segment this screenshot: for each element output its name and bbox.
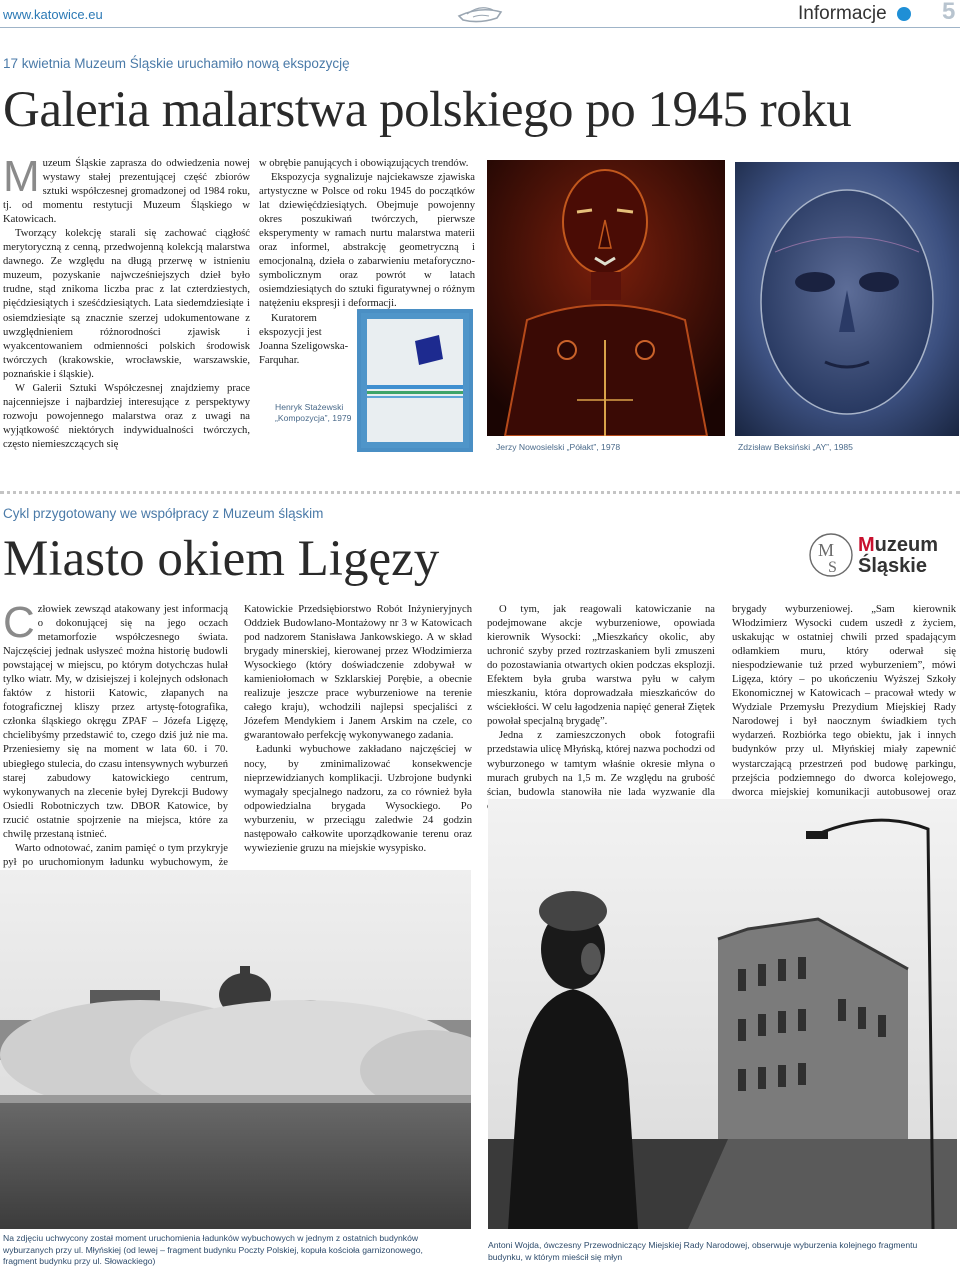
- city-logo-icon: [455, 2, 505, 26]
- header-rule: [0, 27, 960, 28]
- article2-kicker: Cykl przygotowany we współpracy z Muzeum śląskim: [3, 506, 324, 521]
- article2-column-2: [244, 603, 472, 856]
- logo-word: uzeum: [874, 534, 939, 556]
- svg-text:M: M: [818, 540, 835, 560]
- caption-beksinski: Zdzisław Beksiński „AY”, 1985: [738, 442, 853, 452]
- muzeum-slaskie-logo: [808, 532, 948, 580]
- paragraph: uzeum Śląskie zaprasza do odwiedzenia nowej wystawy stałej prezentującej część zbiorów sztuki współczesnej gromadzonej od 1984 roku, tj. od momentu restytucji Muzeum Śląskiego w Katowicach.: [3, 158, 250, 226]
- dropcap: M: [3, 152, 40, 201]
- article1-kicker: 17 kwietnia Muzeum Śląskie uruchamiło nową ekspozycję: [3, 56, 350, 71]
- paragraph: O tym, jak reagowali katowiczanie na podejmowane akcje wyburzeniowe, opowiada kierownik Wysocki: „Mieszkańcy okolic, aby uchronić szyby przed roztrzaskaniem byli zmuszeni do pozostawiania otwartych okien podczas eksplozji. Efektem była gruba warstwa pyłu w całym mieszkaniu, która doprowadzała mieszkańców do wściekłości. W celu łagodzenia napięć generał Ziętek powołał specjalną brygadę”.: [487, 604, 715, 728]
- photo-demolition: [0, 870, 471, 1229]
- page-number: 5: [942, 0, 956, 25]
- paragraph: W Galerii Sztuki Współczesnej znajdziemy prace najcenniejsze i najbardziej interesujące z perspektywy rozwoju powojennego malarstwa oraz z uwagi na wyjątkowość niektórych indywidualności twórczych, często niemieszczących się: [3, 382, 250, 450]
- paragraph: Ładunki wybuchowe zakładano najczęściej w nocy, by zminimalizować konsekwencje nieprzewidzianych komplikacji. Uzbrojone budynki wymagały specjalnego nadzoru, za co również była odpowiedzialna brygada Wysockiego. Po wyburzeniu, w przeciągu zaledwie 24 godzin następowało całkowite uporządkowanie terenu oraz wywiezienie gruzu na miejskie wysypisko.: [244, 744, 472, 854]
- painting-nowosielski: [487, 160, 725, 436]
- paragraph: w obrębie panujących i obowiązujących trendów.: [259, 158, 469, 169]
- article1-column-1: [3, 152, 250, 452]
- caption-strazewski: Henryk Stażewski „Kompozycja”, 1979: [275, 402, 352, 423]
- painting-beksinski: [735, 162, 959, 436]
- dropcap: C: [3, 598, 35, 647]
- paragraph: Warto odnotować, zanim pamięć o tym przykryje pył po uruchomionym ładunku wybuchowym, że: [3, 842, 228, 868]
- paragraph: Katowickie Przedsiębiorstwo Robót Inżynieryjnych Oddziek Budowlano-Montażowy nr 3 w Katowicach pod nadzorem Stanisława Jankowskiego. A w skład brygady minerskiej, kierowanej przez Włodzimierza Wysockiego (który doświadczenie zdobywał w kamieniołomach w Szklarskiej Porębie, a obecnie realizuje jeszcze prace wyburzeniowe na terenie całego kraju), wchodzili najlepsi specjaliści z Józefem Mendykiem i Janem Arskim na czele, co gwarantowało perfekcję wykonywanego zadania.: [244, 604, 472, 742]
- paragraph: Jedna z zamieszczonych obok fotografii przedstawia ulicę Młyńską, której nazwa pochodzi od wyburzonego w tamtym właśnie okresie młyna o murach grubych na 1,5 m. Ze względu na grubość ścian, budowla stanowiła nie lada wyzwanie dla: [487, 730, 715, 798]
- photo-wojda: [488, 799, 957, 1229]
- curator-paragraph: Kuratorem ekspozycji jest Joanna Szeligowska-Farquhar.: [259, 312, 349, 366]
- article1-title: Galeria malarstwa polskiego po 1945 roku: [3, 82, 852, 138]
- site-url[interactable]: www.katowice.eu: [3, 7, 103, 22]
- section-dot-icon: [897, 7, 911, 21]
- logo-line-1: Muzeum: [858, 534, 939, 556]
- section-divider: [0, 491, 960, 494]
- paragraph: Ekspozycja sygnalizuje najciekawsze zjawiska artystyczne w Polsce od roku 1945 do początków lat dziewięćdziesiątych. Obejmuje powojenny okres poszukiwań twórczych, pierwsze eksperymenty w ramach nurtu malarstwa materii oraz informel, abstrakcję geometryczną i emocjonalną, dzieła o zabarwieniu metaforyczno-symbolicznym oraz powrót w latach osiemdziesiątych do sztuki figuratywnej o różnym natężeniu ekspresji i deformacji.: [259, 172, 475, 310]
- article2-column-1: [3, 598, 228, 884]
- caption-nowosielski: Jerzy Nowosielski „Półakt”, 1978: [496, 442, 621, 452]
- caption-demolition: Na zdjęciu uchwycony został moment uruchomienia ładunków wybuchowych w jednym z ostatnich budynków wyburzanych przy ul. Młyńskiej (od lewej – fragment budynku Poczty Polskiej, kopuła kościoła garnizonowego, fragment budynku przy ul. Słowackiego): [3, 1233, 423, 1266]
- paragraph: brygady wyburzeniowej. „Sam kierownik Włodzimierz Wysocki cudem uszedł z życiem, uskakując w ostatniej chwili przed spadającym odłamkiem muru, który oderwał się niespodziewanie tuż przed wyburzeniem”, mówi Ligęza, który – po ukończeniu Wyższej Szkoły Ekonomicznej w Katowicach – pracował wtedy w Wydziale Przemysłu Prezydium Miejskiej Rady Narodowej i był naocznym świadkiem tych wydarzeń. Rozbiórka tego obiektu, jak i innych budynków przy ul. Młyńskiej miały zapewnić wystarczającą przestrzeń pod budowę parkingu, przejścia podziemnego do dworca kolejowego, dworca miejskiej komunikacji autobusowej oraz: [732, 604, 956, 798]
- ms-monogram-icon: [808, 532, 854, 578]
- article2-title: Miasto okiem Ligęzy: [3, 531, 440, 587]
- painting-strazewski: [357, 309, 473, 452]
- section-label: Informacje: [798, 3, 887, 24]
- logo-line-2: Śląskie: [858, 555, 927, 577]
- caption-wojda: Antoni Wojda, ówczesny Przewodniczący Miejskiej Rady Narodowej, obserwuje wyburzenia kolejnego fragmentu budynku, w którym mieścił się młyn: [488, 1240, 918, 1262]
- article2-column-4: [732, 603, 956, 814]
- article2-column-3: [487, 603, 715, 814]
- paragraph: Tworzący kolekcję starali się zachować ciągłość merytoryczną z cenną, przedwojenną kolekcją malarstwa dawnego. Ze względu na długą przerwę w istnieniu muzeum, pozyskanie najwcześniejszych dzieł było trudne, stąd znikoma liczba prac z lat czterdziestych, pięćdziesiątych i sześćdziesiątych. Lata siedemdziesiąte i osiemdziesiąte są znacznie szerzej udokumentowane z uwzględnieniem różnorodności zjawisk i wyakcentowaniem odmienności polskich środowisk twórczych (krakowskie, wrocławskie, warszawskie, poznańskie i śląskie).: [3, 228, 250, 380]
- paragraph: złowiek zewsząd atakowany jest informacją o dokonującej się na jego oczach metamorfozie współczesnego świata. Najczęściej jednak usłyszeć można historię budowli powstającej w miejscu, po którym dotychczas hulał tylko wiatr. My, w dzisiejszej i kolejnych odsłonach faktów z historii Katowic, złapanych na fotograficznej kliszy przez artystę-fotografika, członka śląskiego okręgu ZPAF – Józefa Ligęzę, chcielibyśmy przedstawić to, czego dziś już nie ma. Przeniesiemy się na moment w lata 60. i 70. ubiegłego stulecia, do czasu intensywnych wyburzeń starej zabudowy katowickiego centrum, wykonywanych na zlecenie byłej Dyrekcji Budowy Osiedli Robotniczych tzw. DBOR Katowice, by rzucić ostatnie spojrzenie na miejsca, które za chwilę przestaną istnieć.: [3, 604, 228, 840]
- svg-text:S: S: [828, 559, 837, 576]
